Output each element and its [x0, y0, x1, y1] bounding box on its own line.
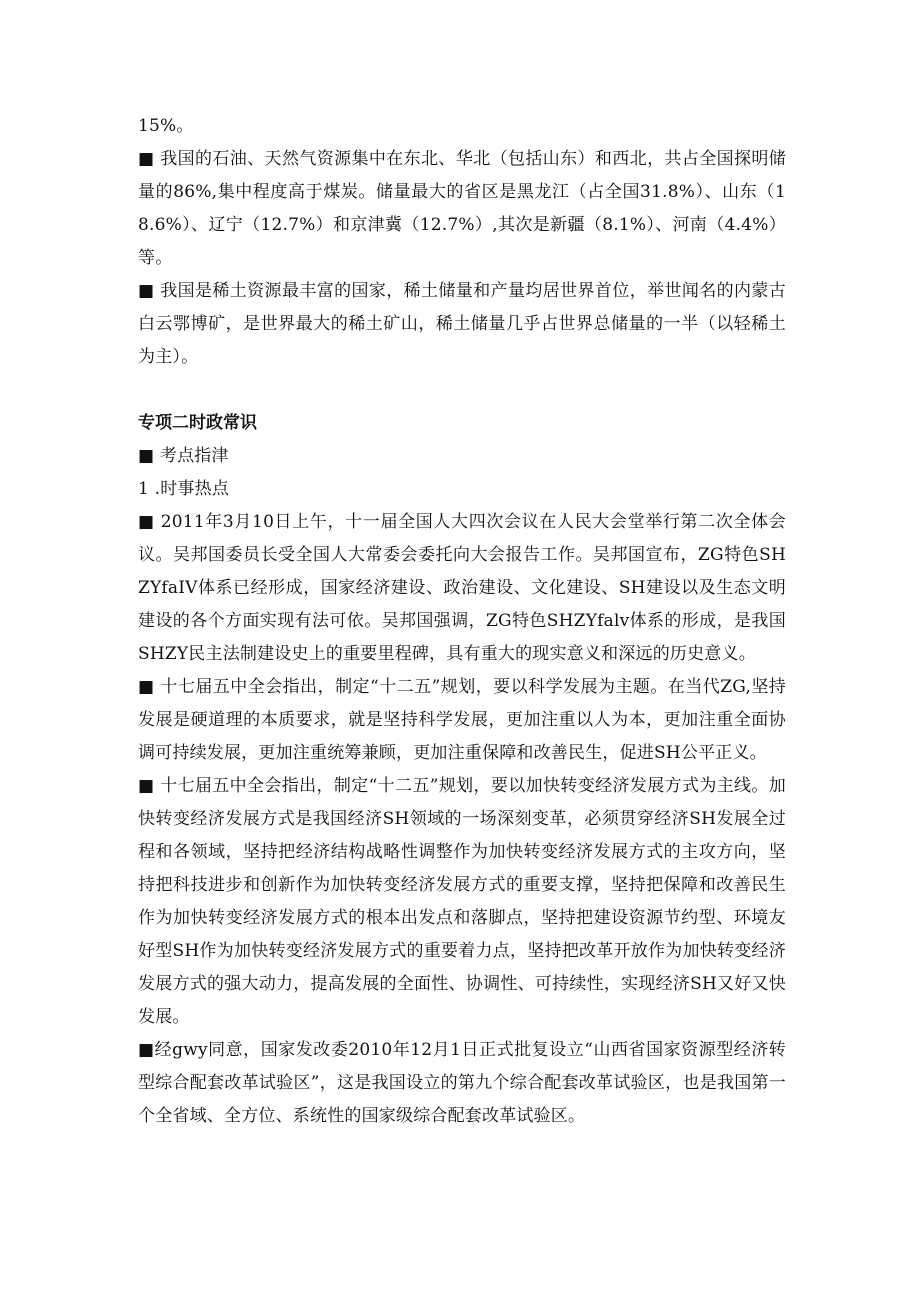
paragraph-current-events: 1 .时事热点 [138, 479, 230, 499]
paragraph-npc-session: ■ 2011年3月10日上午，十一届全国人大四次会议在人民大会堂举行第二次全体会议。吴邦国委员长受全国人大常委会委托向大会报告工作。吴邦国宣布，ZG特色SHZYfaIV体系已经形成，国家经济建设、政治建设、文化建设、SH建设以及生态文明建设的各个方面实现有法可依。吴邦国强调，ZG特色SHZYfalv体系的形成，是我国SHZY民主法制建设史上的重要里程碑，具有重大的现实意义和深远的历史意义。 [138, 512, 786, 664]
paragraph-shanxi-pilot-zone: ■经gwy同意，国家发改委2010年12月1日正式批复设立“山西省国家资源型经济转型综合配套改革试验区”，这是我国设立的第九个综合配套改革试验区，也是我国第一个全省域、全方位、系统性的国家级综合配套改革试验区。 [138, 1040, 786, 1126]
section-gap [138, 374, 786, 407]
paragraph-key-points: ■ 考点指津 [138, 446, 229, 466]
paragraph-continuation: 15%。 [138, 116, 194, 136]
paragraph-economic-transformation: ■ 十七届五中全会指出，制定“十二五”规划，要以加快转变经济发展方式为主线。加快转变经济发展方式是我国经济SH领域的一场深刻变革，必须贯穿经济SH发展全过程和各领域，坚持把经济结构战略性调整作为加快转变经济发展方式的主攻方向，坚持把科技进步和创新作为加快转变经济发展方式的重要支撑，坚持把保障和改善民生作为加快转变经济发展方式的根本出发点和落脚点，坚持把建设资源节约型、环境友好型SH作为加快转变经济发展方式的重要着力点，坚持把改革开放作为加快转变经济发展方式的强大动力，提高发展的全面性、协调性、可持续性，实现经济SH又好又快发展。 [138, 776, 786, 1027]
document-body [138, 110, 786, 1133]
paragraph-rare-earth: ■ 我国是稀土资源最丰富的国家，稀土储量和产量均居世界首位，举世闻名的内蒙古白云鄂博矿，是世界最大的稀土矿山，稀土储量几乎占世界总储量的一半（以轻稀土为主）。 [138, 281, 786, 367]
paragraph-oil-gas: ■ 我国的石油、天然气资源集中在东北、华北（包括山东）和西北，共占全国探明储量的86%,集中程度高于煤炭。储量最大的省区是黑龙江（占全国31.8%）、山东（18.6%）、辽宁（12.7%）和京津冀（12.7%）,其次是新疆（8.1%）、河南（4.4%）等。 [138, 149, 786, 268]
paragraph-scientific-development: ■ 十七届五中全会指出，制定“十二五”规划，要以科学发展为主题。在当代ZG,坚持发展是硬道理的本质要求，就是坚持科学发展，更加注重以人为本，更加注重全面协调可持续发展，更加注重统筹兼顾，更加注重保障和改善民生，促进SH公平正义。 [138, 677, 786, 763]
section-heading: 专项二时政常识 [138, 413, 257, 433]
